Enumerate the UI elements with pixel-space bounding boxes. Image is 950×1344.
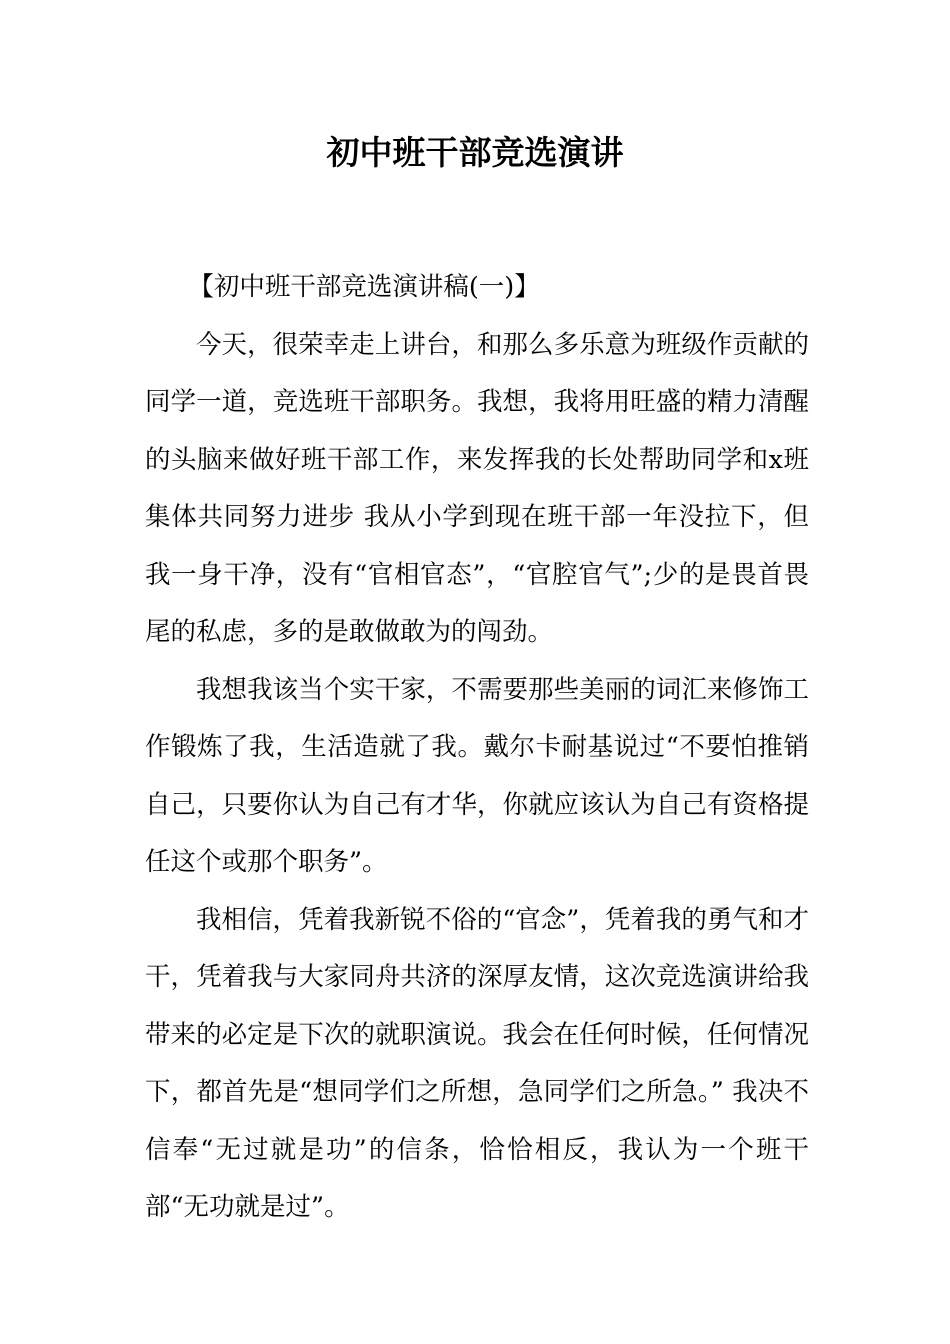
- paragraph: 我想我该当个实干家，不需要那些美丽的词汇来修饰工作锻炼了我，生活造就了我。戴尔卡耐基说过“不要怕推销自己，只要你认为自己有才华，你就应该认为自己有资格提任这个或那个职务”。: [145, 674, 809, 877]
- document-body: [145, 259, 809, 1237]
- paragraph: 我相信，凭着我新锐不俗的“官念”，凭着我的勇气和才干，凭着我与大家同舟共济的深厚友情，这次竞选演讲给我带来的必定是下次的就职演说。我会在任何时候，任何情况下，都首先是“想同学们之所想，急同学们之所急。” 我决不信奉“无过就是功”的信条，恰恰相反，我认为一个班干部“无功就是过”。: [145, 904, 809, 1222]
- paragraph: 今天，很荣幸走上讲台，和那么多乐意为班级作贡献的同学一道，竞选班干部职务。我想，我将用旺盛的精力清醒的头脑来做好班干部工作，来发挥我的长处帮助同学和x班集体共同努力进步 我从小学到现在班干部一年没拉下，但我一身干净，没有“官相官态”，“官腔官气”;少的是畏首畏尾的私虑，多的是敢做敢为的闯劲。: [145, 329, 809, 647]
- document-title: 初中班干部竞选演讲: [326, 133, 624, 172]
- section-subheading: 【初中班干部竞选演讲稿(一)】: [188, 272, 540, 302]
